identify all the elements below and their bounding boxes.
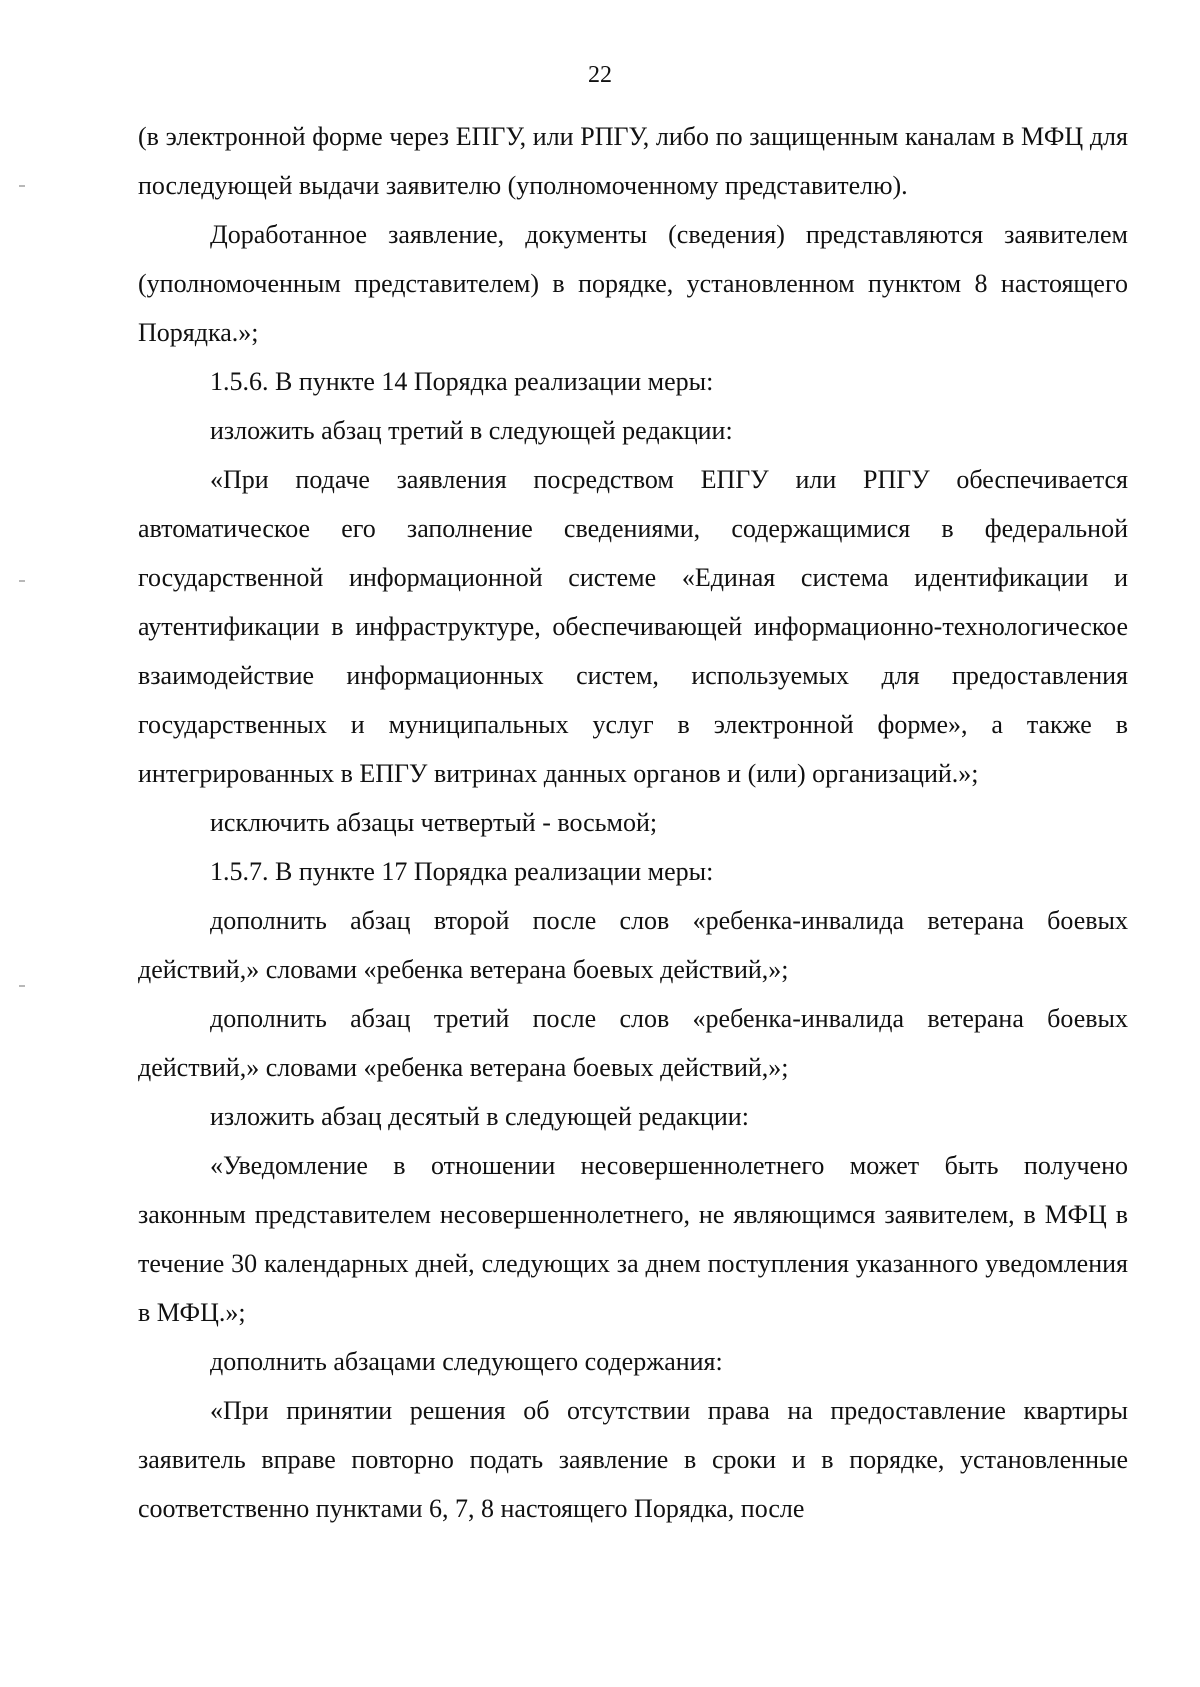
paragraph: «Уведомление в отношении несовершеннолетнего может быть получено законным представителем несовершеннолетнего, не являющимся заявителем, в МФЦ в течение 30 календарных дней, следующих за днем поступления указанного уведомления в МФЦ.»; xyxy=(138,1151,1128,1327)
paragraph: 1.5.7. В пункте 17 Порядка реализации меры: xyxy=(210,857,714,886)
scan-margin-mark xyxy=(19,985,25,987)
body-text xyxy=(138,112,1128,1533)
paragraph: исключить абзацы четвертый - восьмой; xyxy=(210,808,658,837)
paragraph: дополнить абзац третий после слов «ребенка-инвалида ветерана боевых действий,» словами «ребенка ветерана боевых действий,»; xyxy=(138,1004,1128,1082)
paragraph: «При подаче заявления посредством ЕПГУ или РПГУ обеспечивается автоматическое его заполнение сведениями, содержащимися в федеральной государственной информационной системе «Единая система идентификации и аутентификации в инфраструктуре, обеспечивающей информационно-технологическое взаимодействие информационных систем, используемых для предоставления государственных и муниципальных услуг в электронной форме», а также в интегрированных в ЕПГУ витринах данных органов и (или) организаций.»; xyxy=(138,465,1128,788)
scan-margin-mark xyxy=(19,185,25,187)
paragraph: Доработанное заявление, документы (сведения) представляются заявителем (уполномоченным представителем) в порядке, установленном пунктом 8 настоящего Порядка.»; xyxy=(138,220,1128,347)
paragraph: дополнить абзацами следующего содержания: xyxy=(210,1347,723,1376)
paragraph: «При принятии решения об отсутствии права на предоставление квартиры заявитель вправе повторно подать заявление в сроки и в порядке, установленные соответственно пунктами 6, 7, 8 настоящего Порядка, после xyxy=(138,1396,1128,1523)
paragraph: 1.5.6. В пункте 14 Порядка реализации меры: xyxy=(210,367,714,396)
scan-margin-mark xyxy=(19,580,25,582)
paragraph: изложить абзац десятый в следующей редакции: xyxy=(210,1102,749,1131)
paragraph: дополнить абзац второй после слов «ребенка-инвалида ветерана боевых действий,» словами «ребенка ветерана боевых действий,»; xyxy=(138,906,1128,984)
paragraph: изложить абзац третий в следующей редакции: xyxy=(210,416,733,445)
page-number: 22 xyxy=(588,62,612,88)
paragraph: (в электронной форме через ЕПГУ, или РПГУ, либо по защищенным каналам в МФЦ для последующей выдачи заявителю (уполномоченному представителю). xyxy=(138,122,1128,200)
